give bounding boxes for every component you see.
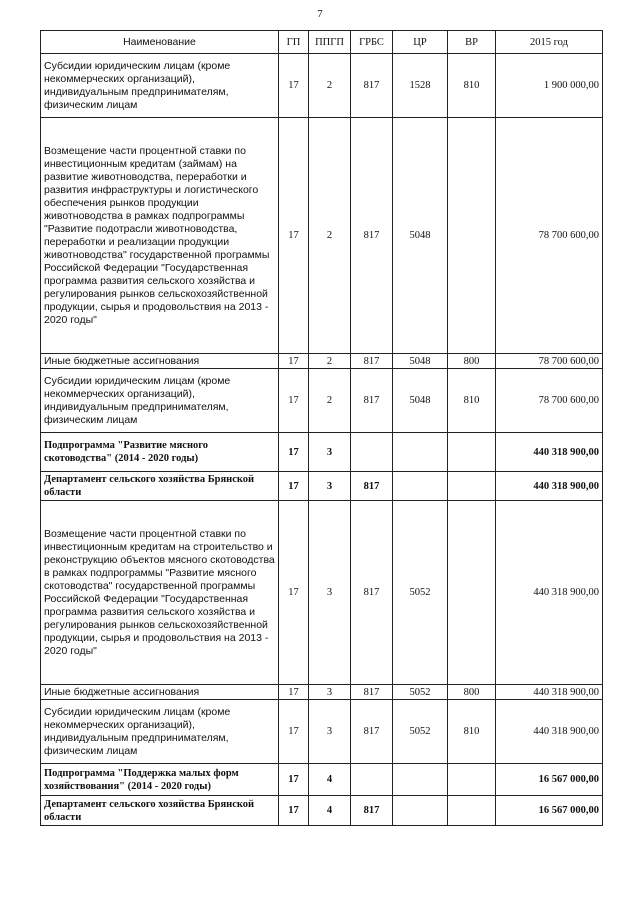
row-vr: 800 — [448, 685, 496, 700]
row-name: Возмещение части процентной ставки по инвестиционным кредитам (займам) на развитие животноводства, переработки и развития инфраструктуры и логистического обеспечения рынков продукции животноводства в рамках подпрограммы "Развитие подотрасли животноводства, переработки и реализации продукции животноводства" государственной программы Российской Федерации "Государственная программа развития сельского хозяйства и регулирования рынков сельскохозяйственной продукции, сырья и продовольствия на 2013 - 2020 годы" — [41, 118, 279, 354]
row-grbs — [351, 433, 393, 472]
table-row — [41, 501, 603, 685]
row-grbs — [351, 764, 393, 796]
row-gp: 17 — [279, 118, 309, 354]
row-name: Департамент сельского хозяйства Брянской области — [41, 796, 279, 826]
row-vr — [448, 472, 496, 501]
row-grbs: 817 — [351, 685, 393, 700]
row-amount: 440 318 900,00 — [496, 433, 603, 472]
row-gp: 17 — [279, 354, 309, 369]
row-name: Субсидии юридическим лицам (кроме некоммерческих организаций), индивидуальным предпринимателям, физическим лицам — [41, 54, 279, 118]
row-pgp: 2 — [309, 369, 351, 433]
row-vr — [448, 796, 496, 826]
header-pgp: ППГП — [309, 31, 351, 54]
row-gp: 17 — [279, 685, 309, 700]
table-row — [41, 54, 603, 118]
row-amount: 78 700 600,00 — [496, 354, 603, 369]
row-grbs: 817 — [351, 118, 393, 354]
row-cr: 5052 — [393, 501, 448, 685]
row-vr: 800 — [448, 354, 496, 369]
row-pgp: 3 — [309, 685, 351, 700]
row-gp: 17 — [279, 501, 309, 685]
header-vr: ВР — [448, 31, 496, 54]
page-number: 7 — [317, 8, 323, 20]
row-pgp: 4 — [309, 796, 351, 826]
row-vr — [448, 118, 496, 354]
header-gp: ГП — [279, 31, 309, 54]
row-gp: 17 — [279, 472, 309, 501]
row-grbs: 817 — [351, 369, 393, 433]
table-row — [41, 700, 603, 764]
row-vr: 810 — [448, 369, 496, 433]
row-cr: 5048 — [393, 118, 448, 354]
row-pgp: 4 — [309, 764, 351, 796]
table-row — [41, 433, 603, 472]
row-vr — [448, 764, 496, 796]
row-pgp: 2 — [309, 354, 351, 369]
table-row — [41, 796, 603, 826]
row-cr: 1528 — [393, 54, 448, 118]
row-amount: 440 318 900,00 — [496, 472, 603, 501]
row-name: Подпрограмма "Развитие мясного скотоводства" (2014 - 2020 годы) — [41, 433, 279, 472]
row-gp: 17 — [279, 764, 309, 796]
row-name: Возмещение части процентной ставки по инвестиционным кредитам на строительство и реконструкцию объектов мясного скотоводства в рамках подпрограммы "Развитие мясного скотоводства" государственной программы Российской Федерации "Государственная программа развития сельского хозяйства и регулирования рынков сельскохозяйственной продукции, сырья и продовольствия на 2013 - 2020 годы" — [41, 501, 279, 685]
row-cr — [393, 433, 448, 472]
header-cr: ЦР — [393, 31, 448, 54]
row-cr: 5048 — [393, 354, 448, 369]
row-amount: 440 318 900,00 — [496, 700, 603, 764]
row-name: Иные бюджетные ассигнования — [41, 354, 279, 369]
row-name: Субсидии юридическим лицам (кроме некоммерческих организаций), индивидуальным предпринимателям, физическим лицам — [41, 369, 279, 433]
row-amount: 16 567 000,00 — [496, 764, 603, 796]
table-row — [41, 764, 603, 796]
row-amount: 78 700 600,00 — [496, 369, 603, 433]
row-grbs: 817 — [351, 354, 393, 369]
row-amount: 440 318 900,00 — [496, 501, 603, 685]
row-cr: 5052 — [393, 700, 448, 764]
row-cr: 5048 — [393, 369, 448, 433]
row-grbs: 817 — [351, 54, 393, 118]
row-pgp: 3 — [309, 433, 351, 472]
row-gp: 17 — [279, 433, 309, 472]
row-name: Субсидии юридическим лицам (кроме некоммерческих организаций), индивидуальным предпринимателям, физическим лицам — [41, 700, 279, 764]
row-pgp: 3 — [309, 700, 351, 764]
table-row — [41, 369, 603, 433]
row-name: Подпрограмма "Поддержка малых форм хозяйствования" (2014 - 2020 годы) — [41, 764, 279, 796]
row-pgp: 2 — [309, 54, 351, 118]
row-vr: 810 — [448, 54, 496, 118]
row-vr — [448, 433, 496, 472]
row-cr — [393, 796, 448, 826]
row-grbs: 817 — [351, 700, 393, 764]
row-gp: 17 — [279, 796, 309, 826]
row-pgp: 2 — [309, 118, 351, 354]
table-row — [41, 685, 603, 700]
row-gp: 17 — [279, 700, 309, 764]
row-cr — [393, 472, 448, 501]
row-amount: 440 318 900,00 — [496, 685, 603, 700]
row-pgp: 3 — [309, 501, 351, 685]
row-grbs: 817 — [351, 472, 393, 501]
header-year: 2015 год — [496, 31, 603, 54]
row-vr — [448, 501, 496, 685]
row-amount: 16 567 000,00 — [496, 796, 603, 826]
table-row — [41, 472, 603, 501]
header-grbs: ГРБС — [351, 31, 393, 54]
row-amount: 78 700 600,00 — [496, 118, 603, 354]
row-cr: 5052 — [393, 685, 448, 700]
row-gp: 17 — [279, 369, 309, 433]
row-amount: 1 900 000,00 — [496, 54, 603, 118]
row-cr — [393, 764, 448, 796]
table-row — [41, 118, 603, 354]
header-name: Наименование — [41, 31, 279, 54]
row-grbs: 817 — [351, 501, 393, 685]
row-name: Департамент сельского хозяйства Брянской области — [41, 472, 279, 501]
row-pgp: 3 — [309, 472, 351, 501]
table-row — [41, 354, 603, 369]
row-grbs: 817 — [351, 796, 393, 826]
table-header-row — [41, 31, 603, 54]
row-gp: 17 — [279, 54, 309, 118]
row-name: Иные бюджетные ассигнования — [41, 685, 279, 700]
row-vr: 810 — [448, 700, 496, 764]
budget-table — [40, 30, 603, 826]
